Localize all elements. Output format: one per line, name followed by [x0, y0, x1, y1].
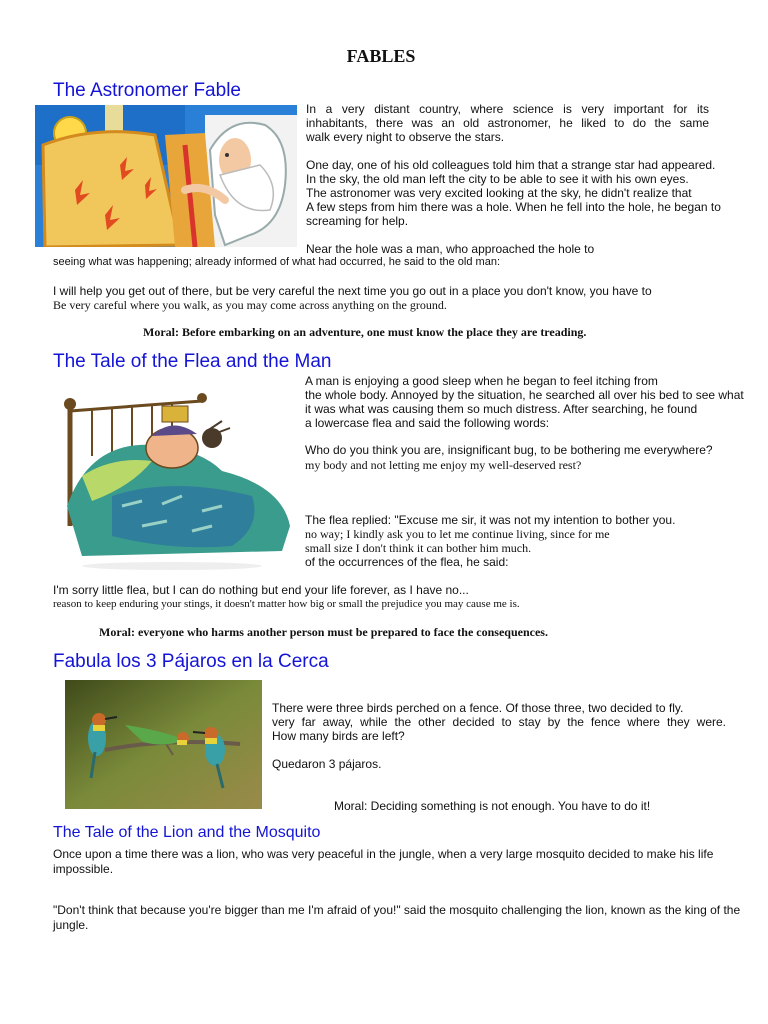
flea-moral: Moral: everyone who harms another person must be prepared to face the consequences.: [99, 625, 548, 639]
astronomer-paragraph-2: [306, 158, 721, 228]
text-line: A man is enjoying a good sleep when he began to feel itching from: [305, 374, 658, 388]
flea-paragraph-3c: small size I don't think it can bother him much.: [305, 541, 532, 555]
text-line: very far away, while the other decided to stay by the fence where they were.: [272, 715, 726, 729]
flea-paragraph-2b: my body and not letting me enjoy my well-deserved rest?: [305, 458, 582, 472]
text-line: How many birds are left?: [272, 729, 405, 743]
flea-illustration: [52, 376, 292, 570]
flea-paragraph-4b: reason to keep enduring your stings, it doesn't matter how big or small the prejudice you may cause me is.: [53, 598, 520, 610]
text-line: inhabitants, there was an old astronomer, he liked to do the same: [306, 116, 709, 130]
text-line: walk every night to observe the stars.: [306, 130, 505, 144]
birds-paragraph-1: [272, 701, 726, 743]
astronomer-paragraph-3a: Near the hole was a man, who approached the hole to: [306, 242, 595, 256]
astronomer-illustration: [35, 105, 297, 247]
astronomer-paragraph-1: [306, 102, 709, 144]
text-line: One day, one of his old colleagues told him that a strange star had appeared.: [306, 158, 716, 172]
astronomer-paragraph-4a: I will help you get out of there, but be very careful the next time you go out in a place you don't know, you have to: [53, 284, 652, 298]
flea-heading: The Tale of the Flea and the Man: [53, 351, 332, 372]
flea-paragraph-3b: no way; I kindly ask you to let me continue living, since for me: [305, 527, 610, 541]
lion-paragraph-2a: "Don't think that because you're bigger than me I'm afraid of you!" said the mosquito challenging the lion, known as the king of the: [53, 903, 741, 917]
astronomer-moral: Moral: Before embarking on an adventure, one must know the place they are treading.: [143, 325, 587, 339]
flea-paragraph-2a: Who do you think you are, insignificant bug, to be bothering me everywhere?: [305, 443, 713, 457]
flea-paragraph-1: [305, 374, 744, 430]
lion-paragraph-2b: jungle.: [53, 918, 89, 932]
lion-paragraph-1a: Once upon a time there was a lion, who was very peaceful in the jungle, when a very large mosquito decided to make his life: [53, 847, 714, 861]
text-line: screaming for help.: [306, 214, 409, 228]
astronomer-heading: The Astronomer Fable: [53, 80, 241, 101]
text-line: In a very distant country, where science is very important for its: [306, 102, 709, 116]
birds-paragraph-2: Quedaron 3 pájaros.: [272, 757, 382, 771]
text-line: In the sky, the old man left the city to be able to see it with his own eyes.: [306, 172, 689, 186]
birds-photo: [65, 680, 262, 809]
text-line: The astronomer was very excited looking at the sky, he didn't realize that: [306, 186, 692, 200]
text-line: A few steps from him there was a hole. When he fell into the hole, he began to: [306, 200, 721, 214]
lion-heading: The Tale of the Lion and the Mosquito: [53, 824, 321, 841]
birds-moral: Moral: Deciding something is not enough. You have to do it!: [334, 799, 651, 813]
astronomer-paragraph-3b: seeing what was happening; already informed of what had occurred, he said to the old man:: [53, 256, 500, 268]
page-title: FABLES: [346, 46, 416, 66]
flea-paragraph-3d: of the occurrences of the flea, he said:: [305, 555, 509, 569]
astronomer-paragraph-4b: Be very careful where you walk, as you may come across anything on the ground.: [53, 298, 447, 312]
birds-heading: Fabula los 3 Pájaros en la Cerca: [53, 651, 329, 672]
lion-paragraph-1b: impossible.: [53, 862, 114, 876]
text-line: it was what was causing them so much distress. After searching, he found: [305, 402, 698, 416]
text-line: a lowercase flea and said the following words:: [305, 416, 550, 430]
flea-paragraph-4a: I'm sorry little flea, but I can do nothing but end your life forever, as I have no...: [53, 583, 469, 597]
text-line: the whole body. Annoyed by the situation, he searched all over his bed to see what: [305, 388, 744, 402]
text-line: There were three birds perched on a fence. Of those three, two decided to fly.: [272, 701, 684, 715]
flea-paragraph-3a: The flea replied: "Excuse me sir, it was not my intention to bother you.: [305, 513, 676, 527]
